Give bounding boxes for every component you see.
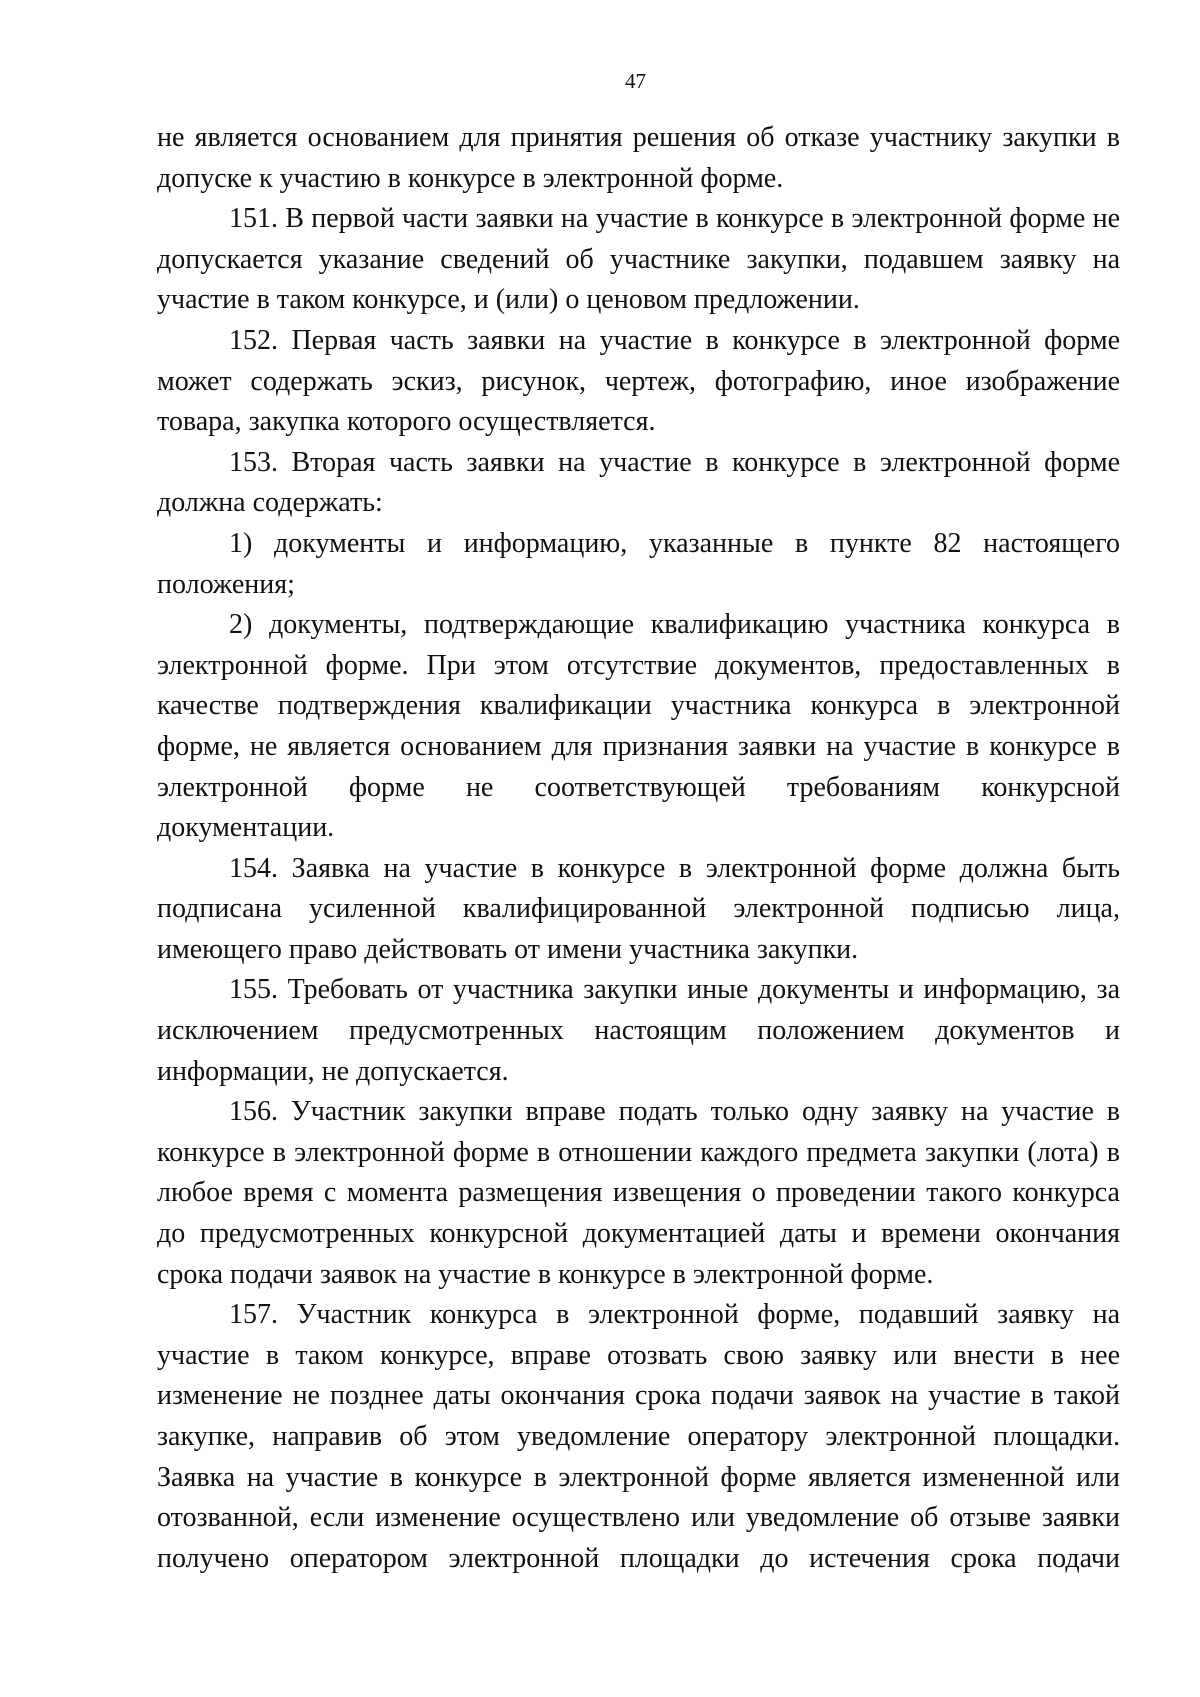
paragraph-continuation: не является основанием для принятия решения об отказе участнику закупки в допуске к участию в конкурсе в электронной форме. bbox=[157, 122, 1120, 194]
paragraph-157: 157. Участник конкурса в электронной форме, подавший заявку на участие в таком конкурсе, вправе отозвать свою заявку или внести в нее изменение не позднее даты окончания срока подачи заявок на участие в такой закупке, направив об этом уведомление оператору электронной площадки. Заявка на участие в конкурсе в электронной форме является измененной или отозванной, если изменение осуществлено или уведомление об отзыве заявки получено оператором электронной площадки до истечения срока подачи bbox=[157, 1299, 1120, 1574]
page-number: 47 bbox=[625, 69, 646, 93]
paragraph-155: 155. Требовать от участника закупки иные документы и информацию, за исключением предусмотренных настоящим положением документов и информации, не допускается. bbox=[157, 974, 1120, 1087]
list-item-2: 2) документы, подтверждающие квалификацию участника конкурса в электронной форме. При этом отсутствие документов, предоставленных в качестве подтверждения квалификации участника конкурса в электронной форме, не является основанием для признания заявки на участие в конкурсе в электронной форме не соответствующей требованиям конкурсной документации. bbox=[157, 609, 1120, 844]
paragraph-156: 156. Участник закупки вправе подать только одну заявку на участие в конкурсе в электронной форме в отношении каждого предмета закупки (лота) в любое время с момента размещения извещения о проведении такого конкурса до предусмотренных конкурсной документацией даты и времени окончания срока подачи заявок на участие в конкурсе в электронной форме. bbox=[157, 1096, 1120, 1290]
document-body bbox=[157, 118, 1120, 1579]
paragraph-154: 154. Заявка на участие в конкурсе в электронной форме должна быть подписана усиленной квалифицированной электронной подписью лица, имеющего право действовать от имени участника закупки. bbox=[157, 852, 1120, 965]
paragraph-151: 151. В первой части заявки на участие в конкурсе в электронной форме не допускается указание сведений об участнике закупки, подавшем заявку на участие в таком конкурсе, и (или) о ценовом предложении. bbox=[157, 203, 1120, 316]
paragraph-152: 152. Первая часть заявки на участие в конкурсе в электронной форме может содержать эскиз, рисунок, чертеж, фотографию, иное изображение товара, закупка которого осуществляется. bbox=[157, 324, 1120, 438]
list-item-1: 1) документы и информацию, указанные в пункте 82 настоящего положения; bbox=[157, 527, 1120, 600]
paragraph-153: 153. Вторая часть заявки на участие в конкурсе в электронной форме должна содержать: bbox=[157, 446, 1120, 519]
